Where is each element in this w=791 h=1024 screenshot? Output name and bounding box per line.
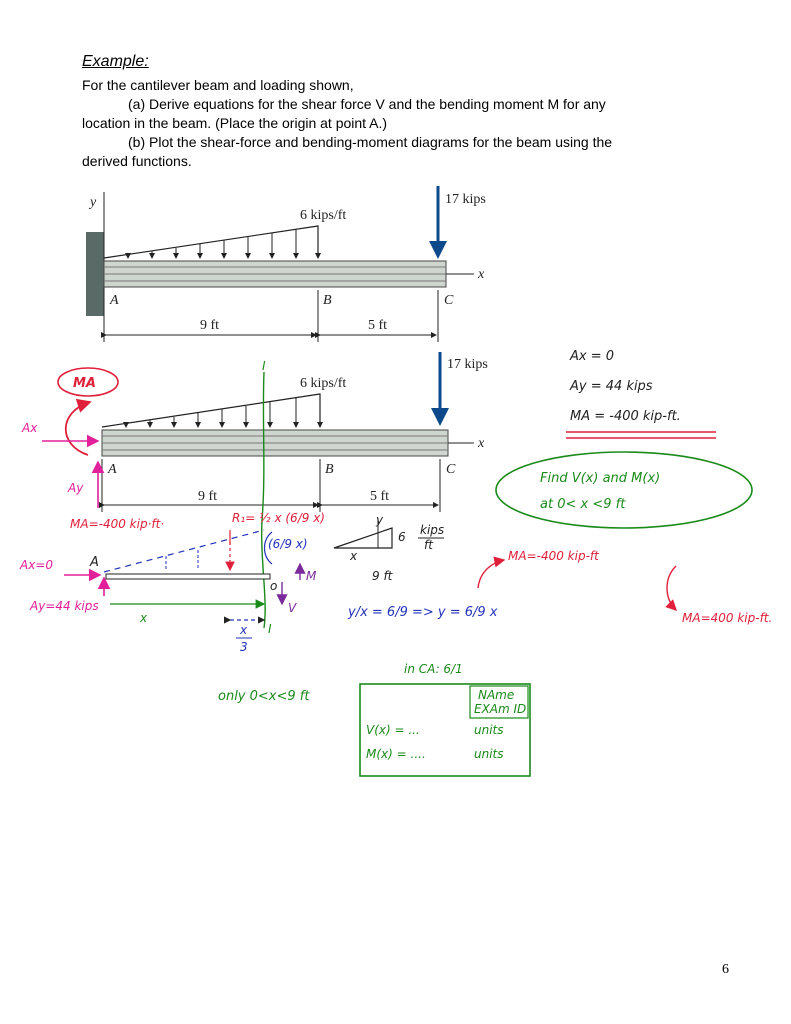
point-a-label-2: A [108, 462, 117, 477]
mx-units: units [474, 747, 504, 761]
fbd-load-line [104, 530, 264, 572]
similar-triangle [334, 528, 392, 548]
dim-ab-label: 9 ft [200, 318, 220, 333]
x-over-3-num: x [240, 623, 248, 637]
ma-moment-arrow [66, 402, 90, 455]
tri-y-label: y [376, 513, 384, 527]
similar-triangle-equation: y/x = 6/9 => y = 6/9 x [348, 605, 498, 620]
tri-units-den: ft [424, 538, 433, 552]
dim-ab-label-2: 9 ft [198, 489, 218, 504]
moment-m-label: M [306, 569, 317, 583]
reaction-ay: Ay = 44 kips [570, 379, 653, 394]
reaction-ma: MA = -400 kip-ft. [570, 409, 681, 424]
dim-bc-label: 5 ft [368, 318, 388, 333]
tri-six-label: 6 [398, 530, 406, 544]
name-label: NAme [478, 688, 515, 702]
problem-intro: For the cantilever beam and loading shown, [82, 77, 354, 93]
find-oval [496, 452, 752, 528]
problem-part-b-1: (b) Plot the shear-force and bending-moment diagrams for the beam using the [128, 134, 613, 150]
dim-bc-label-2: 5 ft [370, 489, 390, 504]
mx-line: M(x) = .... [366, 747, 426, 761]
ay-label: Ay [68, 481, 84, 495]
x-axis-label-2: x [478, 436, 485, 451]
only-range-label: only 0<x<9 ft [218, 689, 310, 704]
distributed-load-outline [104, 226, 318, 258]
distributed-load-label: 6 kips/ft [300, 208, 347, 223]
ax-label: Ax [22, 421, 38, 435]
shear-v-label: V [288, 601, 297, 615]
x-axis-label: x [478, 267, 485, 282]
point-b-label: B [323, 293, 332, 308]
problem-part-a-1: (a) Derive equations for the shear force V and the bending moment M for any [128, 96, 606, 112]
load-at-x-label: (6/9 x) [268, 537, 308, 551]
ax-zero-label: Ax=0 [20, 558, 53, 572]
ay-value-label: Ay=44 kips [30, 599, 99, 613]
distributed-load-label-2: 6 kips/ft [300, 376, 347, 391]
point-c-label: C [444, 293, 454, 308]
section-cut-line [262, 372, 265, 628]
point-load-label-2: 17 kips [447, 357, 488, 372]
fbd-beam-segment [106, 574, 270, 579]
distributed-load-outline-2 [102, 394, 320, 427]
tri-nine-label: 9 ft [372, 569, 393, 583]
point-load-label: 17 kips [445, 192, 486, 207]
ma-cw-label: MA=400 kip-ft. [682, 611, 773, 625]
x-over-3-den: 3 [240, 640, 248, 654]
page-number: 6 [722, 962, 729, 977]
tri-units-num: kips [420, 523, 445, 537]
handwritten-annotations [19, 349, 772, 776]
ma-circled-label: MA [73, 376, 96, 391]
resultant-label: R₁= ½ x (6/9 x) [232, 511, 325, 525]
example-heading: Example: [82, 53, 149, 70]
in-ca-label: in CA: 6/1 [404, 662, 463, 676]
vx-line: V(x) = ... [366, 723, 420, 737]
find-line-1: Find V(x) and M(x) [540, 471, 661, 486]
figure-1 [86, 186, 486, 342]
tri-x-label: x [350, 549, 358, 563]
vx-units: units [474, 723, 504, 737]
section-bottom-label: I [268, 622, 272, 636]
reaction-ax: Ax = 0 [570, 349, 615, 364]
origin-o-label: o [270, 579, 278, 593]
point-a-label: A [110, 293, 119, 308]
figure-2 [102, 352, 488, 628]
exam-id-label: EXAm ID [474, 702, 527, 716]
problem-part-b-2: derived functions. [82, 153, 192, 169]
y-axis-label: y [90, 195, 97, 210]
find-line-2: at 0< x <9 ft [540, 497, 626, 512]
point-c-label-2: C [446, 462, 456, 477]
point-b-label-2: B [325, 462, 334, 477]
fbd-x-label: x [140, 611, 148, 625]
wall-support [86, 232, 104, 316]
problem-part-a-2: location in the beam. (Place the origin at point A.) [82, 115, 388, 131]
ma-ccw-label: MA=-400 kip-ft [508, 549, 599, 563]
section-top-label: I [262, 359, 266, 373]
fbd-point-a: A [90, 555, 99, 570]
ma-value-label: MA=-400 kip·ft· [70, 517, 165, 531]
